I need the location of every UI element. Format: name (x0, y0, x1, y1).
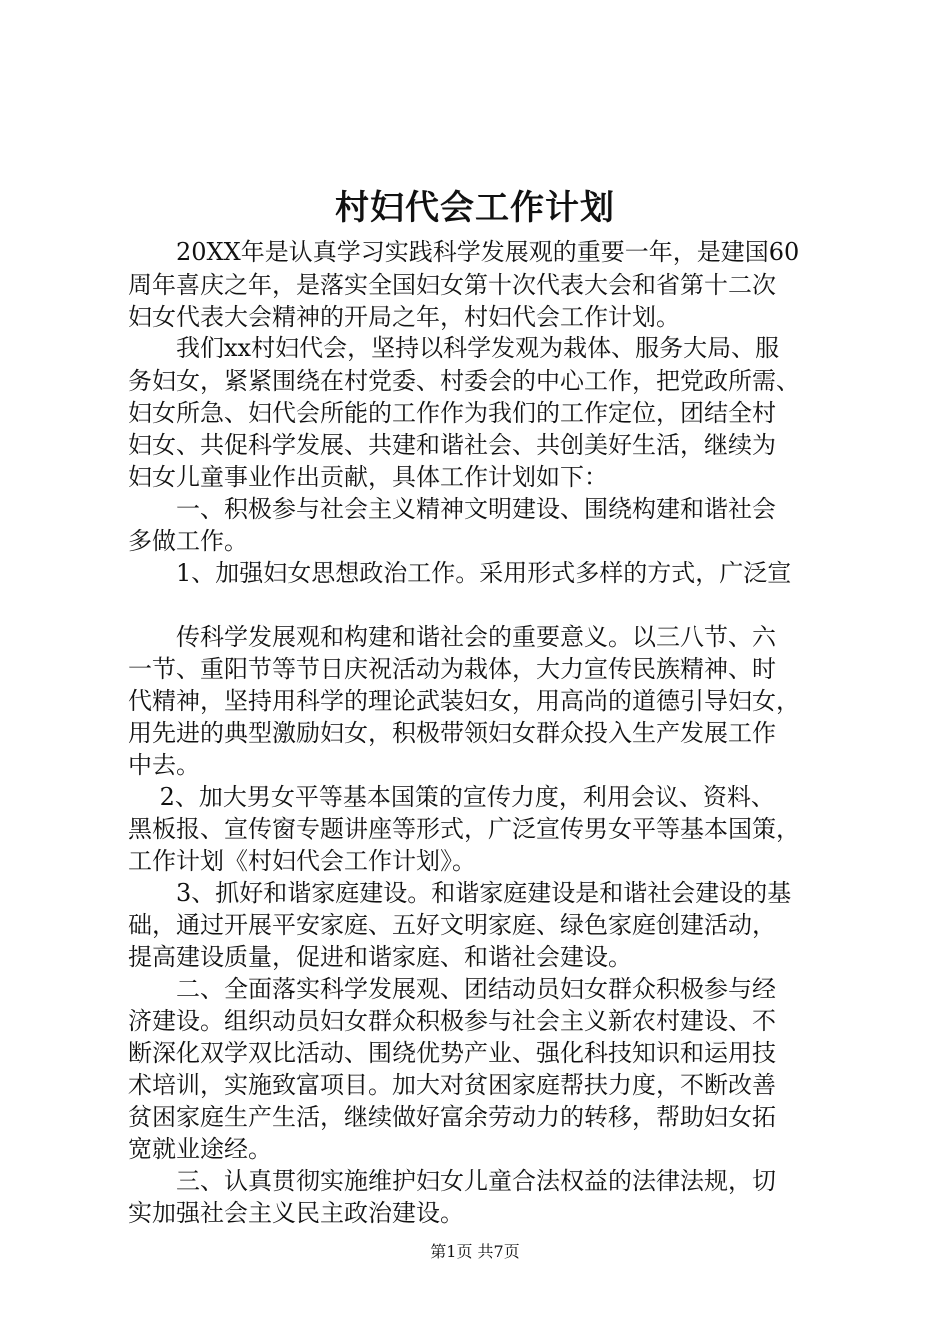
document-title: 村妇代会工作计划 (335, 188, 615, 228)
body-line: 提高建设质量，促进和谐家庭、和谐社会建设。 (128, 943, 632, 971)
body-line: 多做工作。 (128, 527, 248, 555)
body-line: 术培训，实施致富项目。加大对贫困家庭帮扶力度，不断改善 (128, 1071, 776, 1099)
body-line: 断深化双学双比活动、围绕优势产业、强化科技知识和运用技 (128, 1039, 776, 1067)
body-line: 济建设。组织动员妇女群众积极参与社会主义新农村建设、不 (128, 1007, 776, 1035)
body-line: 2、加大男女平等基本国策的宣传力度，利用会议、资料、 (128, 783, 775, 811)
body-line: 传科学发展观和构建和谐社会的重要意义。以三八节、六 (128, 623, 776, 651)
body-line: 1、加强妇女思想政治工作。采用形式多样的方式，广泛宣 (128, 559, 792, 587)
body-line: 础，通过开展平安家庭、五好文明家庭、绿色家庭创建活动， (128, 911, 776, 939)
body-line: 妇女所急、妇代会所能的工作作为我们的工作定位，团结全村 (128, 399, 776, 427)
body-line: 务妇女，紧紧围绕在村党委、村委会的中心工作，把党政所需、 (128, 367, 800, 395)
body-line: 代精神，坚持用科学的理论武装妇女，用高尚的道德引导妇女， (128, 687, 800, 715)
body-line: 中去。 (128, 751, 200, 779)
body-line: 黑板报、宣传窗专题讲座等形式，广泛宣传男女平等基本国策， (128, 815, 800, 843)
body-line: 20XX年是认真学习实践科学发展观的重要一年，是建国60 (128, 238, 800, 266)
body-line: 妇女、共促科学发展、共建和谐社会、共创美好生活，继续为 (128, 431, 776, 459)
body-line: 3、抓好和谐家庭建设。和谐家庭建设是和谐社会建设的基 (128, 879, 792, 907)
body-line: 妇女代表大会精神的开局之年，村妇代会工作计划。 (128, 303, 680, 331)
body-line: 宽就业途经。 (128, 1135, 272, 1163)
body-line: 二、全面落实科学发展观、团结动员妇女群众积极参与经 (128, 975, 776, 1003)
body-line: 我们xx村妇代会，坚持以科学发观为栽体、服务大局、服 (128, 334, 780, 362)
body-line: 妇女儿童事业作出贡献，具体工作计划如下： (128, 463, 608, 491)
body-line: 周年喜庆之年，是落实全国妇女第十次代表大会和省第十二次 (128, 271, 776, 299)
body-line: 一节、重阳节等节日庆祝活动为栽体，大力宣传民族精神、时 (128, 655, 776, 683)
body-line: 用先进的典型激励妇女，积极带领妇女群众投入生产发展工作 (128, 719, 776, 747)
body-line: 贫困家庭生产生活，继续做好富余劳动力的转移，帮助妇女拓 (128, 1103, 776, 1131)
page-number: 第1页 共7页 (430, 1242, 520, 1261)
body-line: 工作计划《村妇代会工作计划》。 (128, 847, 476, 875)
body-line: 实加强社会主义民主政治建设。 (128, 1199, 464, 1227)
body-line: 三、认真贯彻实施维护妇女儿童合法权益的法律法规，切 (128, 1167, 776, 1195)
body-line: 一、积极参与社会主义精神文明建设、围绕构建和谐社会 (128, 495, 776, 523)
